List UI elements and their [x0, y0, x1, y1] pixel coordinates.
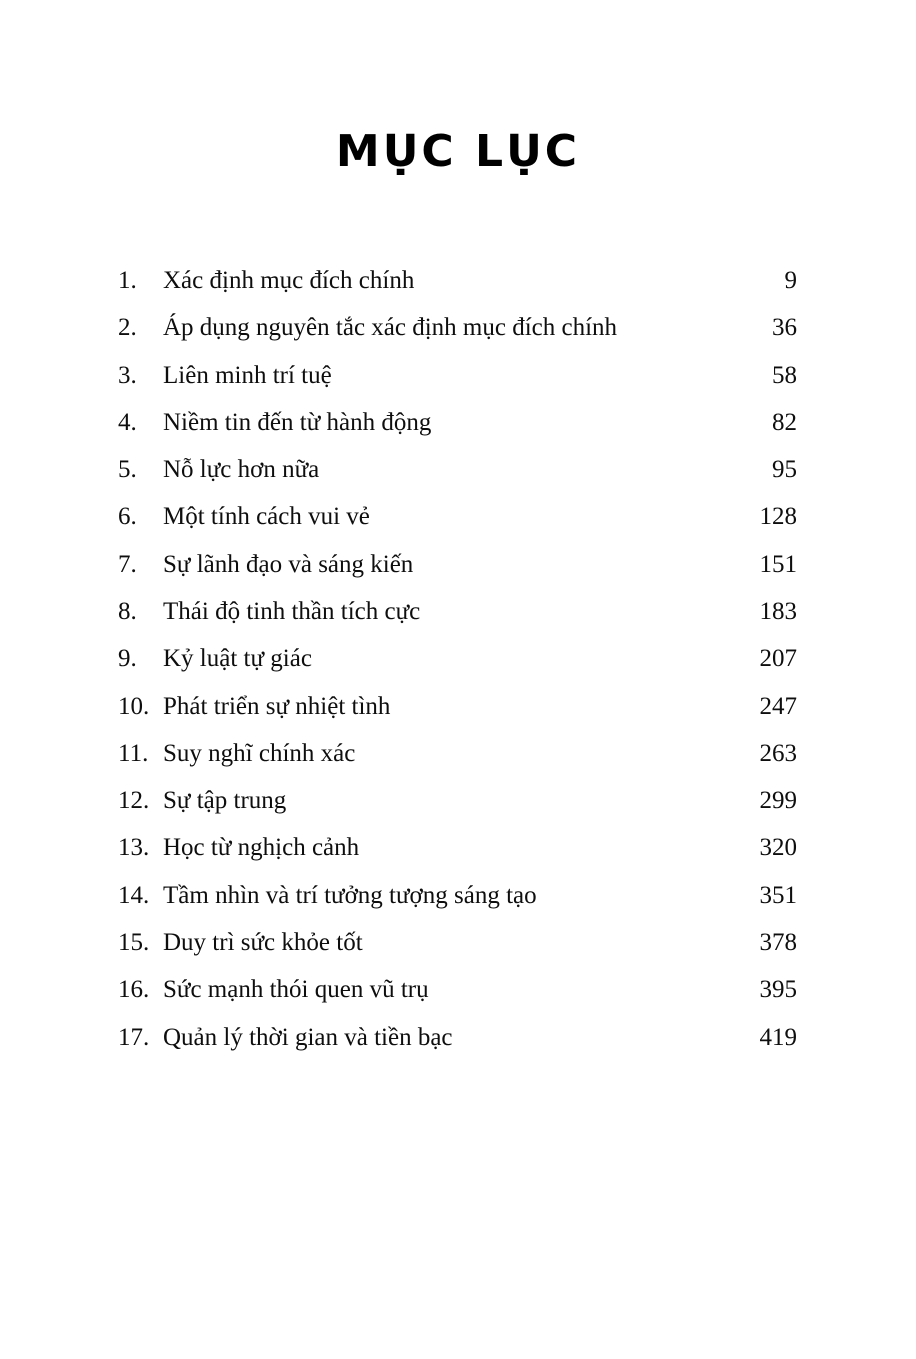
toc-row: [118, 777, 797, 824]
toc-entry-title: Học từ nghịch cảnh: [163, 834, 360, 862]
toc-row: [118, 352, 797, 399]
toc-entry-page: 378: [759, 929, 797, 957]
toc-entry-title: Duy trì sức khỏe tốt: [163, 929, 363, 957]
toc-row: [118, 493, 797, 540]
toc-entry-number: 2.: [118, 314, 137, 342]
toc-entry-title: Thái độ tinh thần tích cực: [163, 597, 421, 625]
toc-row: [118, 824, 797, 871]
toc-entry-title: Liên minh trí tuệ: [163, 361, 332, 389]
toc-entry-page: 95: [772, 456, 797, 484]
toc-entry-number: 9.: [118, 645, 137, 673]
toc-row: [118, 446, 797, 493]
toc-entry-page: 183: [759, 597, 797, 625]
toc-entry-page: 151: [759, 550, 797, 578]
toc-entry-page: 36: [772, 314, 797, 342]
toc-entry-page: 247: [759, 692, 797, 720]
toc-entry-page: 395: [759, 976, 797, 1004]
toc-entry-page: 263: [759, 739, 797, 767]
toc-entry-page: 299: [759, 787, 797, 815]
toc-entry-page: 419: [759, 1023, 797, 1051]
toc-entry-number: 1.: [118, 266, 137, 294]
toc-entry-title: Kỷ luật tự giác: [163, 645, 312, 673]
toc-entry-page: 128: [759, 503, 797, 531]
toc-entry-number: 5.: [118, 456, 137, 484]
toc-entry-number: 8.: [118, 597, 137, 625]
toc-entry-number: 17.: [118, 1023, 150, 1051]
toc-row: [118, 872, 797, 919]
toc-entry-number: 16.: [118, 976, 150, 1004]
toc-entry-number: 3.: [118, 361, 137, 389]
toc-entry-number: 15.: [118, 929, 150, 957]
toc-entry-number: 13.: [118, 834, 150, 862]
toc-entry-number: 6.: [118, 503, 137, 531]
toc-entry-title: Một tính cách vui vẻ: [163, 503, 370, 531]
toc-entry-title: Sự lãnh đạo và sáng kiến: [163, 550, 414, 578]
toc-row: [118, 919, 797, 966]
toc-row: [118, 1014, 797, 1061]
toc-entry-page: 58: [772, 361, 797, 389]
toc-row: [118, 966, 797, 1013]
toc-entry-number: 10.: [118, 692, 150, 720]
page-title: MỤC LỤC: [335, 126, 581, 177]
toc-entry-title: Nỗ lực hơn nữa: [163, 456, 320, 484]
toc-row: [118, 730, 797, 777]
toc-entry-number: 7.: [118, 550, 137, 578]
toc-entry-title: Phát triển sự nhiệt tình: [163, 692, 391, 720]
toc-entry-title: Xác định mục đích chính: [163, 266, 415, 294]
toc-entry-title: Sức mạnh thói quen vũ trụ: [163, 976, 429, 1004]
toc-list: [118, 257, 797, 1061]
toc-row: [118, 399, 797, 446]
toc-entry-number: 11.: [118, 739, 149, 767]
toc-entry-number: 4.: [118, 408, 137, 436]
toc-row: [118, 541, 797, 588]
toc-row: [118, 304, 797, 351]
toc-entry-title: Sự tập trung: [163, 787, 287, 815]
toc-entry-title: Áp dụng nguyên tắc xác định mục đích chính: [163, 314, 618, 342]
toc-entry-number: 12.: [118, 787, 150, 815]
toc-row: [118, 257, 797, 304]
toc-entry-page: 207: [759, 645, 797, 673]
toc-row: [118, 683, 797, 730]
toc-entry-page: 9: [784, 266, 797, 294]
toc-entry-title: Niềm tin đến từ hành động: [163, 408, 432, 436]
toc-row: [118, 635, 797, 682]
toc-entry-number: 14.: [118, 881, 150, 909]
toc-row: [118, 588, 797, 635]
toc-entry-title: Tầm nhìn và trí tưởng tượng sáng tạo: [163, 881, 537, 909]
toc-entry-title: Quản lý thời gian và tiền bạc: [163, 1023, 453, 1051]
toc-entry-page: 351: [759, 881, 797, 909]
toc-entry-title: Suy nghĩ chính xác: [163, 739, 356, 767]
toc-entry-page: 320: [759, 834, 797, 862]
toc-entry-page: 82: [772, 408, 797, 436]
